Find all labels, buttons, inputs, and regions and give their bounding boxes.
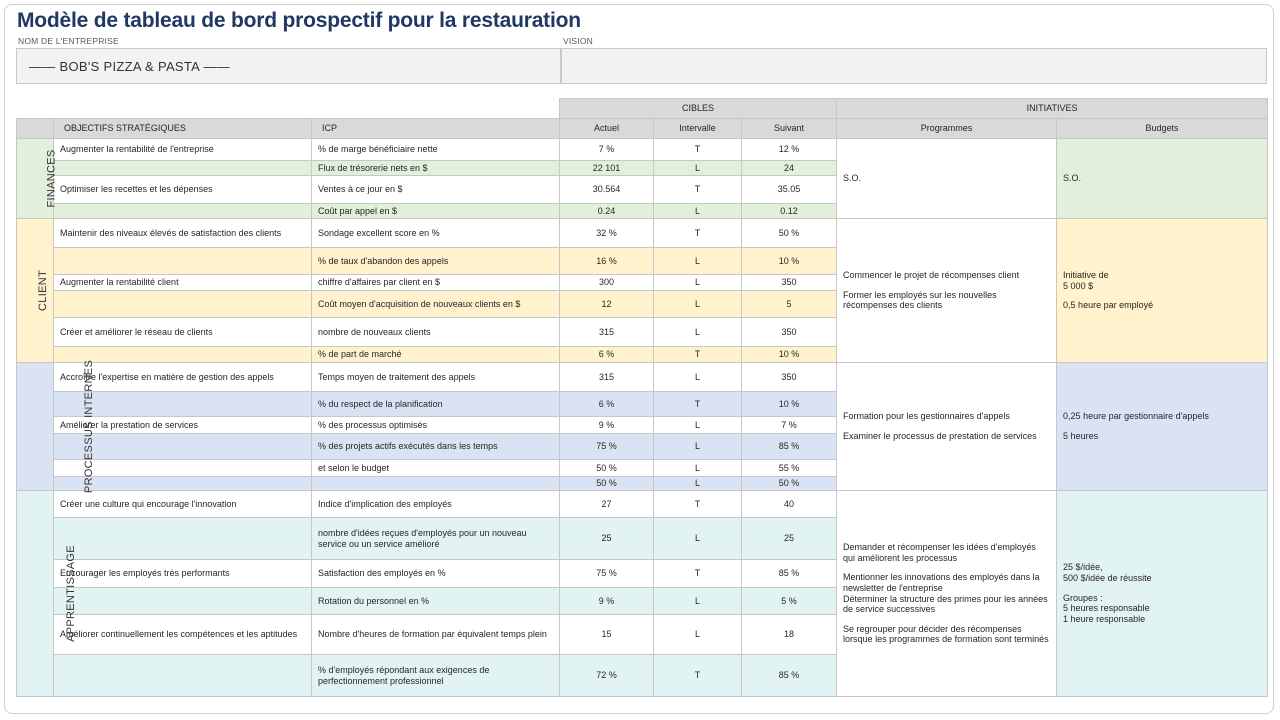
interval-header: Intervalle	[654, 119, 742, 139]
actual-cell[interactable]: 9 %	[560, 588, 654, 615]
interval-cell[interactable]: L	[654, 434, 742, 460]
interval-cell[interactable]: L	[654, 248, 742, 275]
actual-cell[interactable]: 75 %	[560, 434, 654, 460]
interval-cell[interactable]: T	[654, 176, 742, 204]
kpi-cell[interactable]: % de part de marché	[312, 347, 560, 363]
next-cell[interactable]: 85 %	[742, 434, 837, 460]
perspective-label: CLIENT	[36, 270, 49, 311]
vision-field[interactable]	[561, 48, 1267, 84]
objective-cell[interactable]: Créer une culture qui encourage l'innovation	[54, 491, 312, 518]
kpi-cell[interactable]: et selon le budget	[312, 460, 560, 477]
kpi-cell[interactable]: % de marge bénéficiaire nette	[312, 139, 560, 161]
kpi-cell[interactable]: % des projets actifs exécutés dans les temps	[312, 434, 560, 460]
interval-cell[interactable]: T	[654, 392, 742, 417]
next-cell[interactable]: 55 %	[742, 460, 837, 477]
perspective-cell	[17, 139, 58, 219]
vision-label: VISION	[563, 36, 594, 46]
objectives-header: OBJECTIFS STRATÉGIQUES	[54, 119, 312, 139]
objective-cell[interactable]: Optimiser les recettes et les dépenses	[54, 176, 312, 204]
interval-cell[interactable]: T	[654, 347, 742, 363]
program-item-line: Former les employés sur les nouvelles récompenses des clients	[843, 289, 997, 311]
interval-cell[interactable]: L	[654, 291, 742, 318]
interval-cell[interactable]: L	[654, 417, 742, 434]
program-item	[843, 431, 1050, 442]
table-row	[17, 219, 1268, 248]
budgets-cell[interactable]	[1057, 139, 1268, 219]
budget-item	[1063, 300, 1261, 311]
next-cell[interactable]: 85 %	[742, 655, 837, 697]
initiatives-group-header: INITIATIVES	[837, 99, 1268, 119]
kpi-cell[interactable]: Indice d'implication des employés	[312, 491, 560, 518]
perspective-cell	[17, 359, 96, 494]
programs-cell[interactable]	[837, 219, 1057, 363]
kpi-cell[interactable]: nombre d'idées reçues d'employés pour un nouveau service ou un service amélioré	[312, 518, 560, 560]
budget-item	[1063, 431, 1261, 442]
kpi-cell[interactable]: Flux de trésorerie nets en $	[312, 161, 560, 176]
budget-item-line: Initiative de	[1063, 270, 1109, 281]
budgets-cell[interactable]	[1057, 491, 1268, 697]
next-cell[interactable]: 5	[742, 291, 837, 318]
interval-cell[interactable]: L	[654, 588, 742, 615]
program-item-line: S.O.	[843, 173, 862, 184]
next-cell[interactable]: 10 %	[742, 347, 837, 363]
budget-item-line: 0,5 heure par employé	[1063, 300, 1154, 311]
interval-cell[interactable]: L	[654, 161, 742, 176]
next-cell[interactable]: 25	[742, 518, 837, 560]
program-item	[843, 270, 1050, 281]
kpi-cell[interactable]: Sondage excellent score en %	[312, 219, 560, 248]
perspective-label: PROCESSUS INTERNES	[83, 359, 96, 494]
objective-cell[interactable]: Augmenter la rentabilité de l'entreprise	[54, 139, 312, 161]
actual-cell[interactable]: 27	[560, 491, 654, 518]
interval-cell[interactable]: L	[654, 204, 742, 219]
budget-item-line: 25 $/idée,	[1063, 562, 1103, 573]
kpi-cell[interactable]	[312, 477, 560, 491]
objective-cell[interactable]: Maintenir des niveaux élevés de satisfaction des clients	[54, 219, 312, 248]
program-item-line: Déterminer la structure des primes pour les années de service successives	[843, 593, 1048, 615]
program-item	[843, 411, 1050, 422]
program-item-line: Commencer le projet de récompenses client	[843, 270, 1020, 281]
perspective-header	[17, 119, 54, 139]
program-item-line: Mentionner les innovations des employés dans la newsletter de l'entreprise	[843, 572, 1040, 593]
objective-cell[interactable]	[54, 161, 312, 176]
interval-cell[interactable]: L	[654, 460, 742, 477]
actual-cell[interactable]: 12	[560, 291, 654, 318]
kpi-cell[interactable]: Temps moyen de traitement des appels	[312, 363, 560, 392]
page-title: Modèle de tableau de bord prospectif pour la restauration	[17, 9, 581, 32]
kpi-cell[interactable]: nombre de nouveaux clients	[312, 318, 560, 347]
actual-cell[interactable]: 300	[560, 275, 654, 291]
interval-cell[interactable]: T	[654, 219, 742, 248]
objective-cell[interactable]	[54, 291, 312, 318]
actual-cell[interactable]: 75 %	[560, 560, 654, 588]
program-item	[843, 572, 1050, 614]
actual-cell[interactable]: 315	[560, 363, 654, 392]
actual-header: Actuel	[560, 119, 654, 139]
actual-cell[interactable]: 72 %	[560, 655, 654, 697]
program-item	[843, 173, 1050, 184]
next-cell[interactable]: 10 %	[742, 392, 837, 417]
program-item-line: Examiner le processus de prestation de services	[843, 431, 1037, 441]
kpi-cell[interactable]: % des processus optimisés	[312, 417, 560, 434]
kpi-cell[interactable]: Ventes à ce jour en $	[312, 176, 560, 204]
table-row	[17, 491, 1268, 518]
next-cell[interactable]: 40	[742, 491, 837, 518]
budget-item-line: 0,25 heure par gestionnaire d'appels	[1063, 411, 1209, 422]
objective-cell[interactable]	[54, 655, 312, 697]
interval-cell[interactable]: T	[654, 139, 742, 161]
actual-cell[interactable]: 6 %	[560, 347, 654, 363]
interval-cell[interactable]: L	[654, 518, 742, 560]
objective-cell[interactable]	[54, 204, 312, 219]
objective-cell[interactable]: Améliorer continuellement les compétences et les aptitudes	[54, 615, 312, 655]
scorecard-body	[17, 139, 1268, 697]
table-row	[17, 363, 1268, 392]
interval-cell[interactable]: L	[654, 363, 742, 392]
actual-cell[interactable]: 16 %	[560, 248, 654, 275]
actual-cell[interactable]: 50 %	[560, 460, 654, 477]
next-cell[interactable]: 35.05	[742, 176, 837, 204]
objective-cell[interactable]	[54, 518, 312, 560]
company-name-label: NOM DE L'ENTREPRISE	[18, 36, 119, 46]
budgets-cell[interactable]	[1057, 219, 1268, 363]
next-cell[interactable]: 7 %	[742, 417, 837, 434]
budget-item	[1063, 562, 1261, 583]
next-cell[interactable]: 50 %	[742, 477, 837, 491]
table-row	[17, 139, 1268, 161]
next-cell[interactable]: 10 %	[742, 248, 837, 275]
actual-cell[interactable]: 9 %	[560, 417, 654, 434]
programs-cell[interactable]	[837, 139, 1057, 219]
next-header: Suivant	[742, 119, 837, 139]
scorecard-table	[16, 98, 1268, 697]
perspective-cell	[17, 491, 77, 697]
next-cell[interactable]: 24	[742, 161, 837, 176]
actual-cell[interactable]: 315	[560, 318, 654, 347]
actual-cell[interactable]: 50 %	[560, 477, 654, 491]
budget-item-line: S.O.	[1063, 173, 1082, 184]
kpi-cell[interactable]: Satisfaction des employés en %	[312, 560, 560, 588]
budget-item-line: 500 $/idée de réussite	[1063, 573, 1152, 584]
next-cell[interactable]: 0.12	[742, 204, 837, 219]
next-cell[interactable]: 5 %	[742, 588, 837, 615]
budget-item-line: Groupes :	[1063, 592, 1103, 603]
budgets-cell[interactable]	[1057, 363, 1268, 491]
kpi-cell[interactable]: % de taux d'abandon des appels	[312, 248, 560, 275]
actual-cell[interactable]: 6 %	[560, 392, 654, 417]
perspective-cell	[17, 219, 54, 363]
budget-item	[1063, 270, 1261, 291]
objective-cell[interactable]: Améliorer la prestation de services	[54, 417, 312, 434]
actual-cell[interactable]: 0.24	[560, 204, 654, 219]
objective-cell[interactable]	[54, 248, 312, 275]
programs-cell[interactable]	[837, 491, 1057, 697]
budget-item-line: 1 heure responsable	[1063, 613, 1146, 624]
kpi-cell[interactable]: Nombre d'heures de formation par équivalent temps plein	[312, 615, 560, 655]
perspective-label: APPRENTISSAGE	[64, 545, 77, 642]
next-cell[interactable]: 350	[742, 318, 837, 347]
kpi-cell[interactable]: % du respect de la planification	[312, 392, 560, 417]
actual-cell[interactable]: 7 %	[560, 139, 654, 161]
program-item-line: Se regrouper pour décider des récompenses lorsque les programmes de formation sont terminés	[843, 623, 1049, 645]
budget-item	[1063, 411, 1261, 422]
budget-item-line: 5 000 $	[1063, 280, 1094, 291]
interval-cell[interactable]: T	[654, 491, 742, 518]
actual-cell[interactable]: 25	[560, 518, 654, 560]
kpi-cell[interactable]: % d'employés répondant aux exigences de perfectionnement professionnel	[312, 655, 560, 697]
objective-cell[interactable]: Augmenter la rentabilité client	[54, 275, 312, 291]
next-cell[interactable]: 12 %	[742, 139, 837, 161]
actual-cell[interactable]: 32 %	[560, 219, 654, 248]
objective-cell[interactable]: Encourager les employés très performants	[54, 560, 312, 588]
company-name-field[interactable]: —— BOB'S PIZZA & PASTA ——	[16, 48, 561, 84]
objective-cell[interactable]: Accroître l'expertise en matière de gestion des appels	[54, 363, 312, 392]
next-cell[interactable]: 50 %	[742, 219, 837, 248]
program-item	[843, 542, 1050, 563]
programs-cell[interactable]	[837, 363, 1057, 491]
program-item	[843, 624, 1050, 645]
interval-cell[interactable]: L	[654, 318, 742, 347]
budgets-header: Budgets	[1057, 119, 1268, 139]
kpi-cell[interactable]: Coût moyen d'acquisition de nouveaux clients en $	[312, 291, 560, 318]
program-item-line: Formation pour les gestionnaires d'appels	[843, 411, 1010, 422]
kpi-cell[interactable]: chiffre d'affaires par client en $	[312, 275, 560, 291]
interval-cell[interactable]: L	[654, 477, 742, 491]
cibles-group-header: CIBLES	[560, 99, 837, 119]
next-cell[interactable]: 85 %	[742, 560, 837, 588]
programs-header: Programmes	[837, 119, 1057, 139]
next-cell[interactable]: 18	[742, 615, 837, 655]
objective-cell[interactable]	[54, 588, 312, 615]
actual-cell[interactable]: 30.564	[560, 176, 654, 204]
kpi-cell[interactable]: Coût par appel en $	[312, 204, 560, 219]
budget-item	[1063, 173, 1261, 184]
actual-cell[interactable]: 22 101	[560, 161, 654, 176]
kpi-header: ICP	[312, 119, 560, 139]
interval-cell[interactable]: T	[654, 560, 742, 588]
actual-cell[interactable]: 15	[560, 615, 654, 655]
interval-cell[interactable]: L	[654, 275, 742, 291]
objective-cell[interactable]: Créer et améliorer le réseau de clients	[54, 318, 312, 347]
budget-item-line: 5 heures	[1063, 431, 1099, 441]
budget-item	[1063, 593, 1261, 625]
program-item	[843, 290, 1050, 311]
interval-cell[interactable]: T	[654, 655, 742, 697]
next-cell[interactable]: 350	[742, 363, 837, 392]
program-item-line: Demander et récompenser les idées d'employés qui améliorent les processus	[843, 542, 1036, 563]
budget-item-line: 5 heures responsable	[1063, 603, 1150, 614]
kpi-cell[interactable]: Rotation du personnel en %	[312, 588, 560, 615]
perspective-label: FINANCES	[45, 149, 58, 208]
interval-cell[interactable]: L	[654, 615, 742, 655]
next-cell[interactable]: 350	[742, 275, 837, 291]
